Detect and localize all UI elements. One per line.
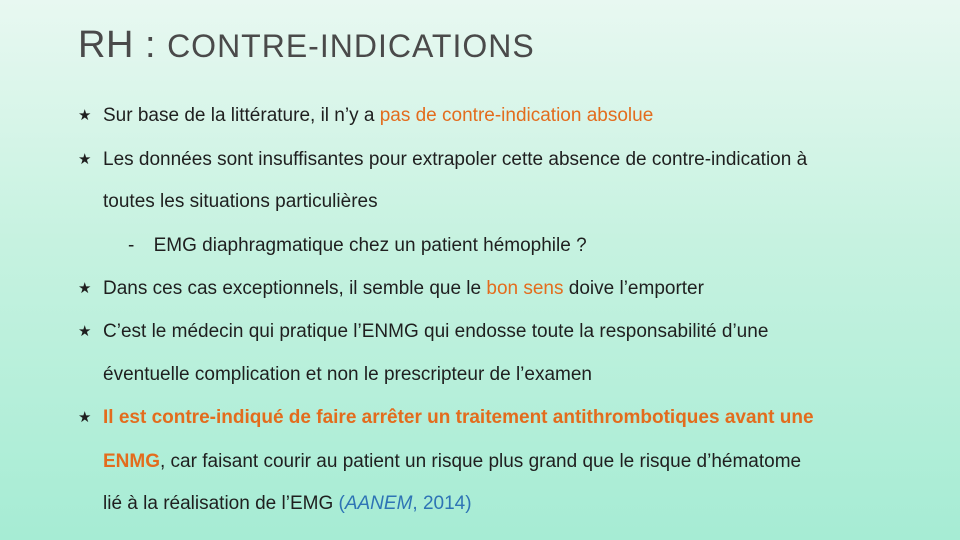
bullet-1-highlight: pas de contre-indication absolue (379, 105, 654, 126)
bullet-3-text-a: Dans ces cas exceptionnels, il semble que le (103, 278, 487, 299)
bullet-2-line-2: toutes les situations particulières (103, 191, 378, 212)
bullet-5-line-1 (103, 406, 814, 430)
slide-title (78, 24, 535, 67)
bullet-5-highlight-1: Il est contre-indiqué de faire arrêter un traitement antithrombotiques avant une (103, 407, 814, 428)
star-icon: ★ (78, 107, 92, 124)
bullet-3-text-b: doive l’emporter (563, 278, 704, 299)
bullet-5-line-2 (103, 450, 801, 474)
bullet-5-highlight-2: ENMG (103, 451, 160, 472)
sub-bullet-text: EMG diaphragmatique chez un patient hémophile ? (153, 235, 587, 256)
bullet-5-line-3 (103, 492, 472, 516)
title-prefix: RH : (78, 24, 156, 66)
bullet-4-line-1: C’est le médecin qui pratique l’ENMG qui endosse toute la responsabilité d’une (103, 321, 769, 342)
bullet-5-line-3-text: lié à la réalisation de l’EMG (103, 493, 339, 514)
sub-bullet-dash: - (128, 235, 135, 256)
bullet-1-text: Sur base de la littérature, il n’y a (103, 105, 380, 126)
sub-bullet-1 (128, 234, 587, 258)
bullet-1 (103, 104, 653, 128)
citation-open: ( (338, 493, 345, 514)
star-icon: ★ (78, 151, 92, 168)
bullet-5-line-2-text: , car faisant courir au patient un risque plus grand que le risque d’hématome (160, 451, 802, 472)
star-icon: ★ (78, 409, 92, 426)
citation-author: AANEM (344, 493, 413, 514)
star-icon: ★ (78, 323, 92, 340)
bullet-2-line-1: Les données sont insuffisantes pour extrapoler cette absence de contre-indication à (103, 149, 808, 170)
bullet-4-line-2: éventuelle complication et non le prescripteur de l’examen (103, 364, 592, 385)
citation-year: , 2014) (412, 493, 472, 514)
star-icon: ★ (78, 280, 92, 297)
bullet-3-highlight: bon sens (486, 278, 564, 299)
title-rest: CONTRE-INDICATIONS (167, 28, 535, 64)
bullet-3 (103, 277, 704, 301)
